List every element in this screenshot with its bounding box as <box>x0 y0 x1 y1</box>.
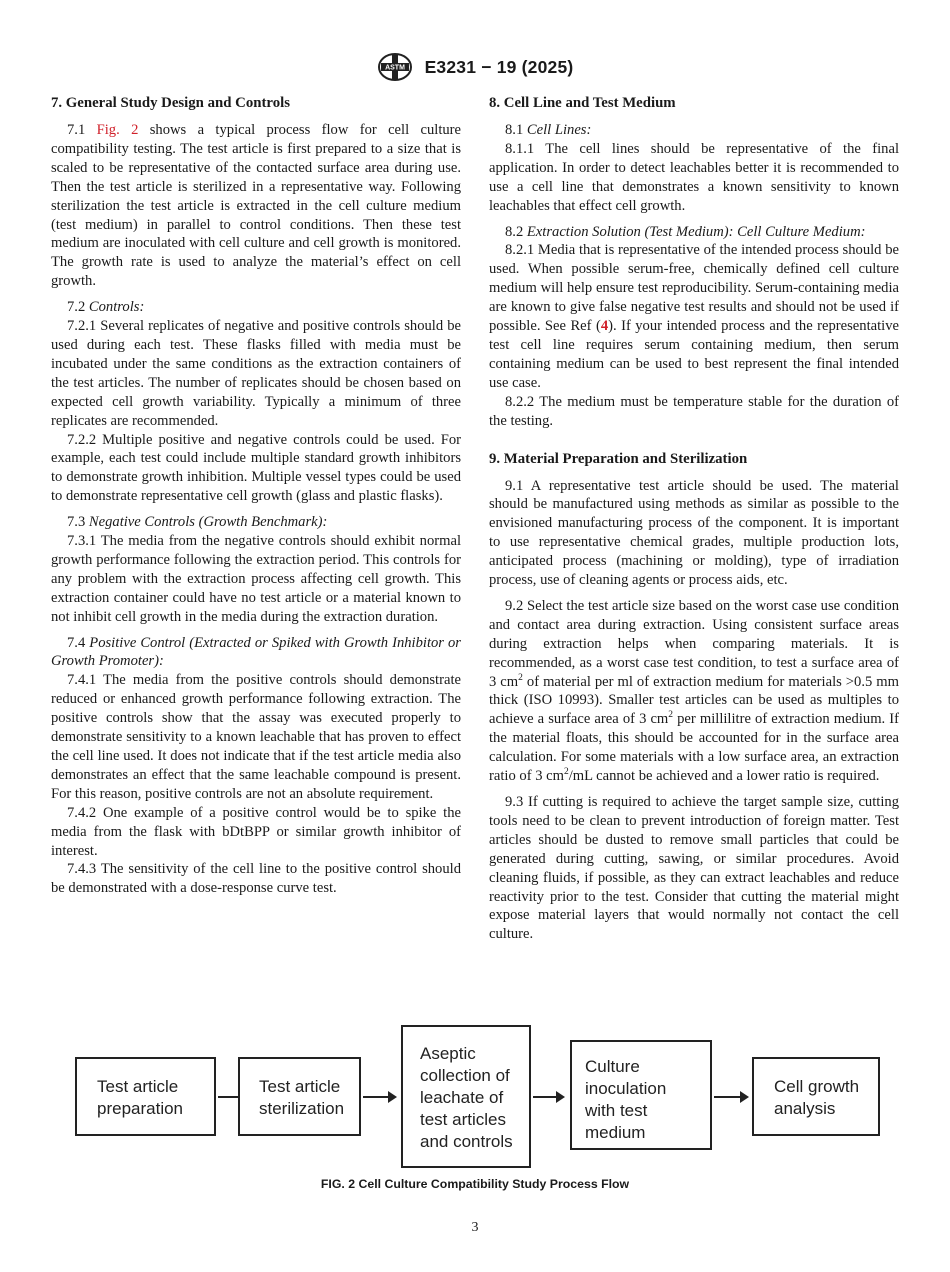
flow-step-sterilization: Test article sterilization <box>238 1057 361 1136</box>
section-8-heading: 8. Cell Line and Test Medium <box>489 95 676 111</box>
paragraph-9-3: 9.3 If cutting is required to achieve the target sample size, cutting tools need to be clean to prevent introduction of foreign matter. Test articles should be dusted to remove small particles that could be generated during cutting, sawing, or similar procedures. Avoid cleaning fluids, if possible, as they can extract leachables and reduce reactivity prior to the test. Consider that cutting the material might expose material layers that would normally not contact the cell culture. <box>489 794 899 943</box>
paragraph-8-1: 8.1 Cell Lines: <box>505 122 592 138</box>
page-header <box>0 52 950 86</box>
flow-step-inoculation: Culture inoculation with test medium <box>570 1040 712 1150</box>
page-number: 3 <box>471 1220 479 1235</box>
paragraph-8-1-1: 8.1.1 The cell lines should be representative of the final application. In order to detect leachables better it is recommended to use a cell line that demonstrates a known sensitivity to known leachables that effect cell growth. <box>489 140 899 214</box>
section-9-heading: 9. Material Preparation and Sterilization <box>489 450 748 467</box>
arrow-icon <box>533 1096 563 1098</box>
astm-logo-icon <box>377 52 413 82</box>
left-column <box>51 93 461 898</box>
flow-step-growth-analysis: Cell growth analysis <box>752 1057 880 1136</box>
flow-step-preparation: Test article preparation <box>75 1057 216 1136</box>
paragraph-7-2-1: 7.2.1 Several replicates of negative and positive controls should be used during each test. These flasks filled with media must be incubated under the same conditions as the extraction containers of the test articles. The number of replicates should be chosen based on expected cell growth variability. Typically a minimum of three replicates are recommended. <box>51 318 461 429</box>
reference-link[interactable]: 4 <box>600 318 609 335</box>
paragraph-7-4-3: 7.4.3 The sensitivity of the cell line to the positive control should be demonstrated with a dose-response curve test. <box>51 861 461 897</box>
paragraph-7-4: 7.4 Positive Control (Extracted or Spiked with Growth Inhibitor or Growth Promoter): <box>51 634 461 670</box>
fig2-link[interactable]: Fig. 2 <box>96 122 139 138</box>
section-7-heading: 7. General Study Design and Controls <box>51 95 290 111</box>
paragraph-8-2-1: 8.2.1 Media that is representative of the intended process should be used. When possible serum-free, chemically defined cell culture medium will help ensure test reproducibility. Serum-containing media are known to give false negative test results and should not be used if possible. See Ref (4). If your intended process and the representative test cell line requires serum containing medium, then serum containing medium can be used to best represent the final intended use case. <box>489 242 899 391</box>
document-code: E3231 − 19 (2025) <box>424 56 574 77</box>
process-flow-figure <box>60 1020 890 1180</box>
paragraph-7-1: 7.1 Fig. 2 shows a typical process flow for cell culture compatibility testing. The test article is first prepared to a size that is scaled to be representative of the contacted surface area during use. Then the test article is sterilized in a representative way. Following sterilization the test article is extracted in the cell culture medium (test medium) in parallel to control conditions. Then these test medium are inoculated with cell culture and cell growth is monitored. The growth rate is used to analyze the material’s effect on cell growth. <box>51 122 462 290</box>
svg-text:ASTM: ASTM <box>384 64 405 72</box>
paragraph-7-4-1: 7.4.1 The media from the positive controls should demonstrate reduced or enhanced growth performance following extraction. The positive controls show that the assay was executed properly to demonstrate sensitivity to a known leachable that has proven to effect the cell line used. It does not indicate that if the test article media also demonstrates an effect that the same leachable compound is present. For this reason, positive controls are not an absolute requirement. <box>51 672 461 802</box>
arrow-icon <box>363 1096 395 1098</box>
figure-caption: FIG. 2 Cell Culture Compatibility Study Process Flow <box>320 1177 630 1191</box>
paragraph-8-2: 8.2 Extraction Solution (Test Medium): Cell Culture Medium: <box>505 223 866 240</box>
paragraph-8-2-2: 8.2.2 The medium must be temperature stable for the duration of the testing. <box>489 393 899 429</box>
right-column <box>489 93 899 944</box>
paragraph-7-4-2: 7.4.2 One example of a positive control would be to spike the media from the flask with bDtBPP or similar growth inhibitor of interest. <box>51 804 461 859</box>
flow-step-leachate-collection: Aseptic collection of leachate of test articles and controls <box>401 1025 531 1168</box>
paragraph-9-1: 9.1 A representative test article should be used. The material should be manufactured using methods as similar as possible to the envisioned manufacturing process of the component. It is important to use representative chemical grades, multiple production lots, anticipated process (machining or molding), type of irradiation process, use of cleaning agents or process aids, etc. <box>489 477 899 589</box>
paragraph-9-2: 9.2 Select the test article size based on the worst case use condition and contact area during extraction. Using consistent surface areas during extraction helps when comparing materials. It is recommended, as a worst case test condition, to test a surface area of 3 $cm^2$ of material per ml of extraction medium for materials >0.5 mm thick (ISO 10993). Smaller test articles can be used as multiples to achieve a surface area of 3 $cm^2$ per millilitre of extraction medium. If the material floats, this should be accounted for in the surface area calculation. For some materials with a low surface area, an extraction ratio of 3 $cm^2/mL$ cannot be achieved and a lower ratio is required. <box>489 597 899 785</box>
paragraph-7-2: 7.2 Controls: <box>67 299 145 316</box>
paragraph-7-2-2: 7.2.2 Multiple positive and negative controls could be used. For example, each test could include multiple standard growth inhibitors to demonstrate growth inhibition. Multiple vessel types could be used to demonstrate representative cell growth (glass and plastic flasks). <box>51 431 461 505</box>
paragraph-7-3: 7.3 Negative Controls (Growth Benchmark): <box>67 514 328 531</box>
arrow-icon <box>714 1096 747 1098</box>
paragraph-7-3-1: 7.3.1 The media from the negative controls should exhibit normal growth performance following the extraction period. This controls for any problem with the extraction process affecting cell growth. This extraction container could have no test article or a material known to not inhibit cell growth in the media during the extraction duration. <box>51 533 461 625</box>
